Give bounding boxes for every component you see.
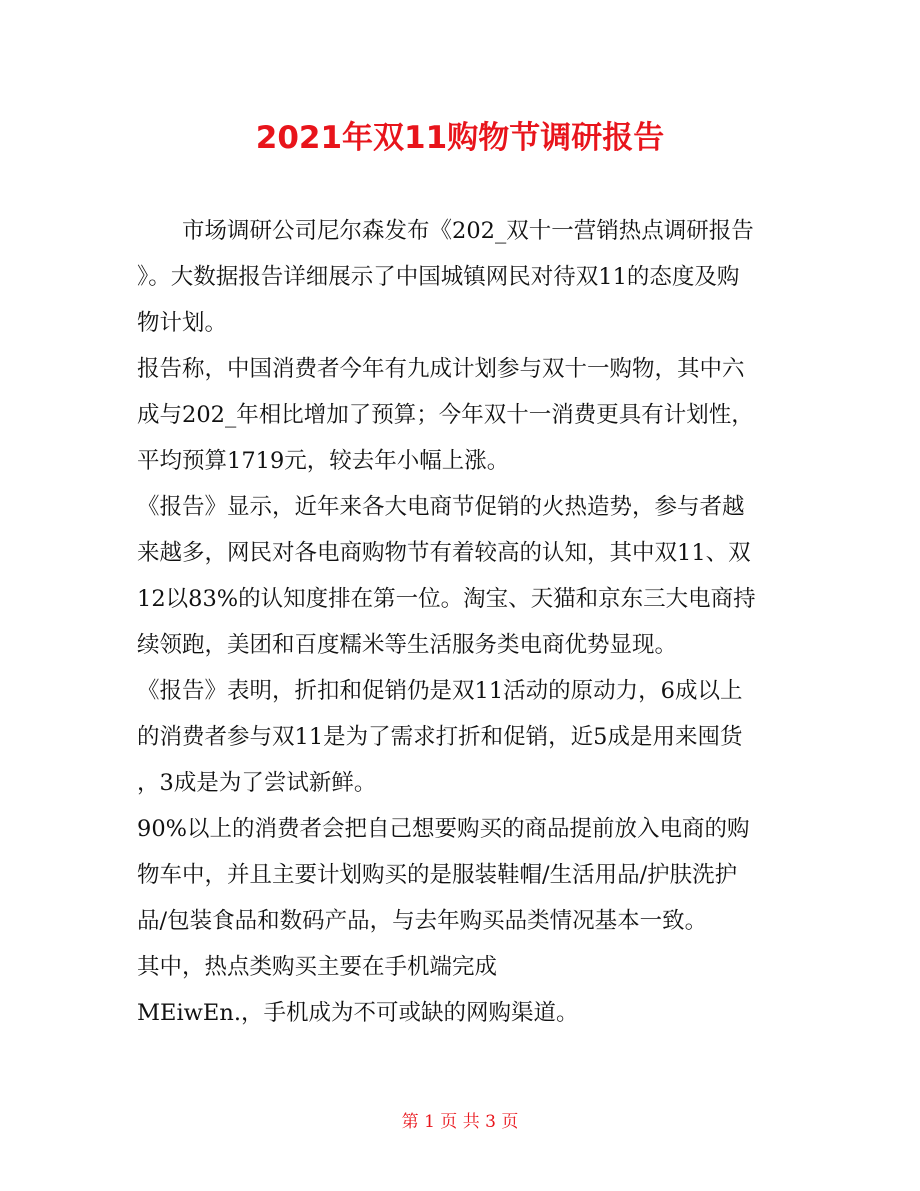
text-line: MEiwEn.，手机成为不可或缺的网购渠道。 bbox=[137, 1000, 579, 1026]
text-line: 来越多，网民对各电商购物节有着较高的认知，其中双11、双 bbox=[137, 540, 751, 566]
paragraph-1 bbox=[137, 208, 785, 346]
text-line: ，3成是为了尝试新鲜。 bbox=[137, 770, 377, 796]
paragraph-2 bbox=[137, 346, 785, 484]
text-line: 的消费者参与双11是为了需求打折和促销，近5成是用来囤货 bbox=[137, 724, 743, 750]
text-line: 续领跑，美团和百度糯米等生活服务类电商优势显现。 bbox=[137, 632, 678, 658]
paragraph-5 bbox=[137, 806, 785, 944]
text-line: 》。大数据报告详细展示了中国城镇网民对待双11的态度及购 bbox=[137, 264, 740, 290]
text-line: 物计划。 bbox=[137, 310, 228, 336]
text-line: 《报告》显示，近年来各大电商节促销的火热造势，参与者越 bbox=[137, 494, 745, 520]
text-line: 90%以上的消费者会把自己想要购买的商品提前放入电商的购 bbox=[137, 816, 750, 842]
paragraph-6 bbox=[137, 944, 785, 990]
text-line: 平均预算1719元，较去年小幅上涨。 bbox=[137, 448, 510, 474]
document-title: 2021年双11购物节调研报告 bbox=[255, 120, 665, 156]
text-line: 《报告》表明，折扣和促销仍是双11活动的原动力，6成以上 bbox=[137, 678, 743, 704]
text-line: 品/包装食品和数码产品，与去年购买品类情况基本一致。 bbox=[137, 908, 708, 934]
text-line: 12以83%的认知度排在第一位。淘宝、天猫和京东三大电商持 bbox=[137, 586, 756, 612]
page-number-footer: 第 1 页 共 3 页 bbox=[401, 1112, 519, 1132]
paragraph-4 bbox=[137, 668, 785, 806]
text-line: 成与202_年相比增加了预算；今年双十一消费更具有计划性， bbox=[137, 402, 754, 428]
text-line: 其中，热点类购买主要在手机端完成 bbox=[137, 954, 498, 980]
paragraph-7 bbox=[137, 990, 785, 1036]
text-line: 报告称，中国消费者今年有九成计划参与双十一购物，其中六 bbox=[137, 356, 745, 382]
text-line: 市场调研公司尼尔森发布《202_双十一营销热点调研报告 bbox=[137, 218, 754, 244]
document-body bbox=[137, 208, 785, 1036]
paragraph-3 bbox=[137, 484, 785, 668]
text-line: 物车中，并且主要计划购买的是服装鞋帽/生活用品/护肤洗护 bbox=[137, 862, 738, 888]
